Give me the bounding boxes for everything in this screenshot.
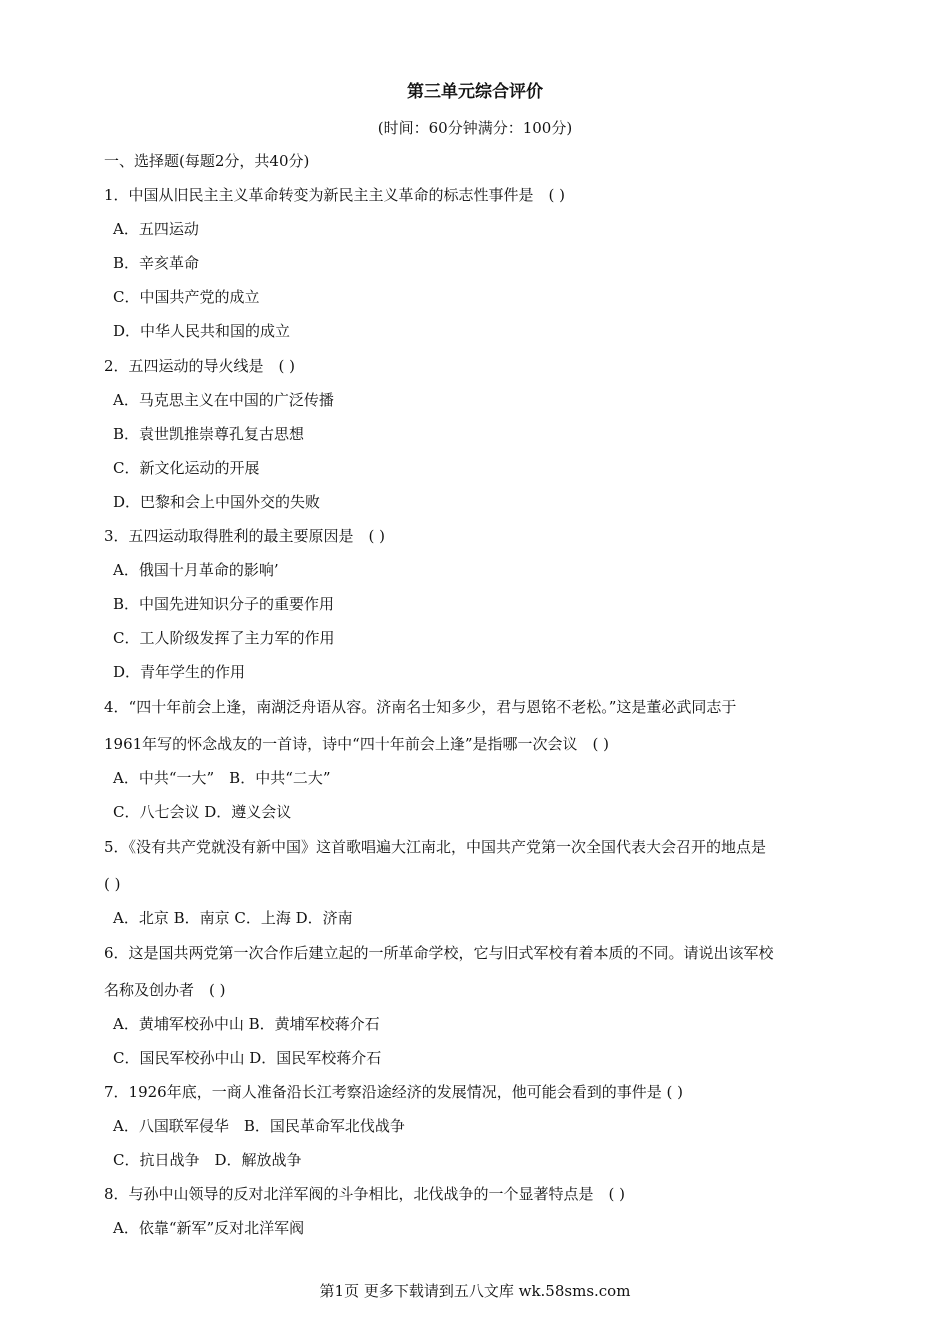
q3-option-a: A．俄国十月革命的影响’ xyxy=(113,561,279,579)
q2-option-d: D．巴黎和会上中国外交的失败 xyxy=(113,493,321,511)
q1-option-a: A．五四运动 xyxy=(113,220,199,238)
q2-option-b: B．袁世凯推崇尊孔复古思想 xyxy=(113,425,305,443)
page-title: 第三单元综合评价 xyxy=(407,82,543,102)
q3-option-c: C．工人阶级发挥了主力军的作用 xyxy=(113,629,335,647)
q6-options-cd: C．国民军校孙中山 D．国民军校蒋介石 xyxy=(113,1049,382,1067)
q1-option-b: B．辛亥革命 xyxy=(113,254,200,272)
q4-options-cd: C．八七会议 D．遵义会议 xyxy=(113,803,292,821)
page-footer: 第1页 更多下载请到五八文库 wk.58sms.com xyxy=(319,1282,631,1300)
question-6-line-1: 6．这是国共两党第一次合作后建立起的一所革命学校，它与旧式军校有着本质的不同。请说出该军校 xyxy=(104,944,774,962)
q2-option-c: C．新文化运动的开展 xyxy=(113,459,260,477)
question-1: 1．中国从旧民主主义革命转变为新民主主义革命的标志性事件是 ( ) xyxy=(104,186,566,204)
q7-options-cd: C．抗日战争 D．解放战争 xyxy=(113,1151,302,1169)
question-5-line-1: 5．《没有共产党就没有新中国》这首歌唱遍大江南北，中国共产党第一次全国代表大会召开的地点是 xyxy=(104,838,767,856)
question-2: 2．五四运动的导火线是 ( ) xyxy=(104,357,296,375)
q1-option-c: C．中国共产党的成立 xyxy=(113,288,260,306)
q7-options-ab: A．八国联军侵华 B．国民革命军北伐战争 xyxy=(113,1117,405,1135)
question-3: 3．五四运动取得胜利的最主要原因是 ( ) xyxy=(104,527,386,545)
q4-options-ab: A．中共“一大” B．中共“二大” xyxy=(113,769,331,787)
q1-option-d: D．中华人民共和国的成立 xyxy=(113,322,291,340)
question-4-line-2: 1961年写的怀念战友的一首诗，诗中“四十年前会上逢”是指哪一次会议 ( ) xyxy=(104,735,609,753)
q5-options: A．北京 B．南京 C．上海 D．济南 xyxy=(113,909,353,927)
question-8: 8．与孙中山领导的反对北洋军阀的斗争相比，北伐战争的一个显著特点是 ( ) xyxy=(104,1185,626,1203)
q3-option-b: B．中国先进知识分子的重要作用 xyxy=(113,595,335,613)
q3-option-d: D．青年学生的作用 xyxy=(113,663,246,681)
question-7: 7．1926年底，一商人准备沿长江考察沿途经济的发展情况，他可能会看到的事件是 ( ) xyxy=(104,1083,683,1101)
q6-options-ab: A．黄埔军校孙中山 B．黄埔军校蒋介石 xyxy=(113,1015,380,1033)
question-6-line-2: 名称及创办者 ( ) xyxy=(104,981,226,999)
q8-option-a: A．依靠“新军”反对北洋军阀 xyxy=(113,1219,305,1237)
question-5-line-2: ( ) xyxy=(104,875,121,893)
exam-time-score: (时间：60分钟满分：100分) xyxy=(377,119,573,137)
q2-option-a: A．马克思主义在中国的广泛传播 xyxy=(113,391,334,409)
section-heading: 一、选择题(每题2分，共40分) xyxy=(104,152,310,170)
question-4-line-1: 4．“四十年前会上逢，南湖泛舟语从容。济南名士知多少，君与恩铭不老松。”这是董必武同志于 xyxy=(104,698,737,716)
